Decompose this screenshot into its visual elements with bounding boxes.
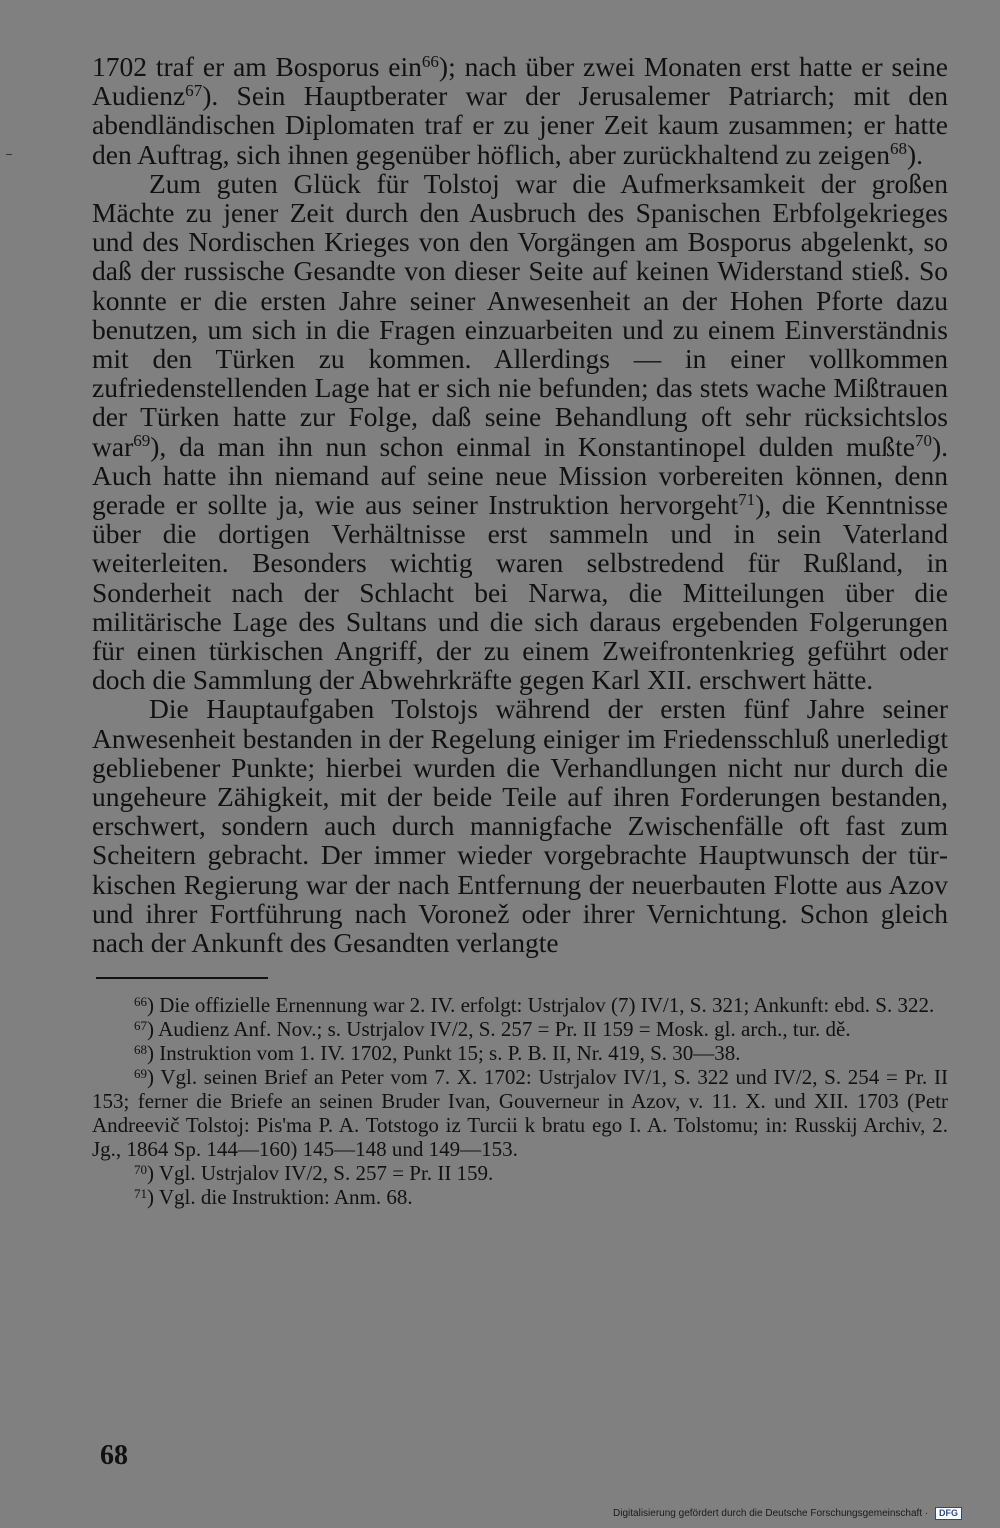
footnote-text: Instruktion vom 1. IV. 1702, Punkt 15; s. P. B. II, Nr. 419, S. 30—38. (159, 1041, 741, 1066)
footnote-lead: $^{68}$) (134, 1041, 160, 1066)
page-number: 68 (100, 1440, 128, 1471)
footnote-ref[interactable]: 68 (889, 139, 907, 159)
footnote (92, 1161, 948, 1185)
footnote-lead: $^{70}$) (134, 1161, 159, 1186)
footnote-number: 70 (134, 1162, 148, 1178)
text-run: Die Hauptaufgaben Tolstojs während der ersten fünf Jahre seiner Anwesenheit bestanden in der Regelung einiger im Friedensschluß unerledigt gebliebener Punkte; hierbei wurden die Verhandlungen nicht nur durch die ungeheure Zähigkeit, mit der beide Teile auf ihren Forderungen bestanden, erschwert, sondern auch durch mannigfache Zwischenfälle oft fast zum Scheitern gebracht. Der immer wieder vorgebrachte Hauptwunsch der türkischen Regierung war der nach Entfernung der neuerbauten Flotte aus Azov und ihrer Fortführung nach Voronež oder ihrer Vernichtung. Schon gleich nach der Ankunft des Gesandten verlangte (92, 693, 948, 959)
text-run: ). (906, 138, 924, 170)
footnote-ref[interactable]: 69 (133, 431, 151, 451)
footnote (92, 1065, 948, 1161)
footnote-text: Vgl. die Instruktion: Anm. 68. (158, 1185, 413, 1210)
paragraph (92, 52, 948, 169)
footnote (92, 993, 948, 1017)
footnote-lead: $^{67}$) (134, 1017, 159, 1042)
footnote-number: 68 (134, 1042, 148, 1058)
footnote-separator (96, 977, 268, 979)
footnote-text: Vgl. seinen Brief an Peter vom 7. X. 1702: Ustrjalov IV/1, S. 322 und IV/2, S. 254 = Pr. II 153; ferner die Briefe an seinen Bruder Ivan, Gouverneur in Azov, v. 11. X. und XII. 1703 (Petr Andreevič Tolstoj: Pis'ma P. A. Totstogo iz Turcii k bratu ego I. A. Tolstomu; in: Russkij Archiv, 2. Jg., 1864 Sp. 144—160) 145—148 und 149—153. (92, 1065, 948, 1162)
footnote-ref[interactable]: 66 (421, 51, 439, 71)
book-page (92, 52, 948, 1209)
text-run: ), die Kenntnisse über die dortigen Verhältnisse erst sammeln und in sein Vaterland weiterleiten. Besonders wichtig waren selbstredend für Rußland, in Sonderheit nach der Schlacht bei Narwa, die Mitteilungen über die militärische Lage des Sultans und die sich daraus ergebenden Folgerungen für einen türkischen Angriff, der zu einem Zweifrontenkrieg geführt oder doch die Sammlung der Abwehrkräfte gegen Karl XII. erschwert hätte. (92, 489, 948, 696)
text-run: ), da man ihn nun schon einmal in Konstantinopel dulden mußte (150, 430, 915, 462)
scan-edge-mark (6, 154, 12, 155)
text-run: Zum guten Glück für Tolstoj war die Aufmerksamkeit der großen Mächte zu jener Zeit durch den Ausbruch des Spanischen Erbfolgekrieges und des Nordischen Krieges von den Vorgängen am Bosporus abgelenkt, so daß der russische Gesandte von dieser Seite auf keinen Widerstand stieß. So konnte er die ersten Jahre seiner Anwesenheit an der Hohen Pforte dazu benutzen, um sich in die Fragen einzuarbeiten und zu einem Einverständnis mit den Türken zu kommen. Allerdings — in einer vollkommen zufriedenstellenden Lage hat er sich nie befunden; das stets wache Mißtrauen der Türken hatte zur Folge, daß seine Behandlung oft sehr rücksichtslos war (92, 167, 948, 462)
footnote-lead: $^{69}$) (134, 1065, 161, 1090)
footnote (92, 1017, 948, 1041)
text-run: ). Auch hatte ihn niemand auf seine neue Mission vorbereiten können, denn gerade er sollte ja, wie aus seiner Instruktion hervorgeht (92, 430, 948, 521)
footnote-lead: $^{71}$) (134, 1185, 159, 1210)
footnote-ref[interactable]: 71 (738, 489, 756, 509)
footnote (92, 1041, 948, 1065)
footnote-number: 69 (134, 1066, 148, 1082)
footnotes (92, 993, 948, 1209)
footnote-lead: $^{66}$) (134, 993, 160, 1018)
footnote-text: Vgl. Ustrjalov IV/2, S. 257 = Pr. II 159. (158, 1161, 494, 1186)
footnote-text: Audienz Anf. Nov.; s. Ustrjalov IV/2, S. 257 = Pr. II 159 = Mosk. gl. arch., tur. dě. (158, 1017, 851, 1042)
text-run: ). Sein Hauptberater war der Jerusalemer Patriarch; mit den abendländischen Diplomaten traf er zu jener Zeit kaum zusammen; er hatte den Auftrag, sich ihnen gegenüber höflich, aber zurückhaltend zu zeigen (92, 80, 948, 170)
dfg-logo: DFG (935, 1507, 962, 1520)
footnote (92, 1185, 948, 1209)
footnote-ref[interactable]: 67 (185, 80, 203, 100)
digitization-credit (613, 1507, 962, 1520)
footnote-text: Die offizielle Ernennung war 2. IV. erfolgt: Ustrjalov (7) IV/1, S. 321; Ankunft: ebd. S. 322. (159, 993, 935, 1018)
footnote-number: 71 (134, 1186, 148, 1202)
footnote-number: 66 (134, 994, 148, 1010)
paragraph (92, 169, 948, 695)
text-run: ); nach über zwei Monaten erst hatte er seine Audienz (92, 51, 948, 112)
paragraph (92, 694, 948, 957)
footnote-number: 67 (134, 1018, 148, 1034)
credit-text: Digitalisierung gefördert durch die Deutsche Forschungsgemeinschaft · (613, 1508, 929, 1519)
text-run: 1702 traf er am Bosporus ein (92, 51, 422, 82)
body-text (92, 52, 948, 957)
footnote-ref[interactable]: 70 (914, 431, 932, 451)
